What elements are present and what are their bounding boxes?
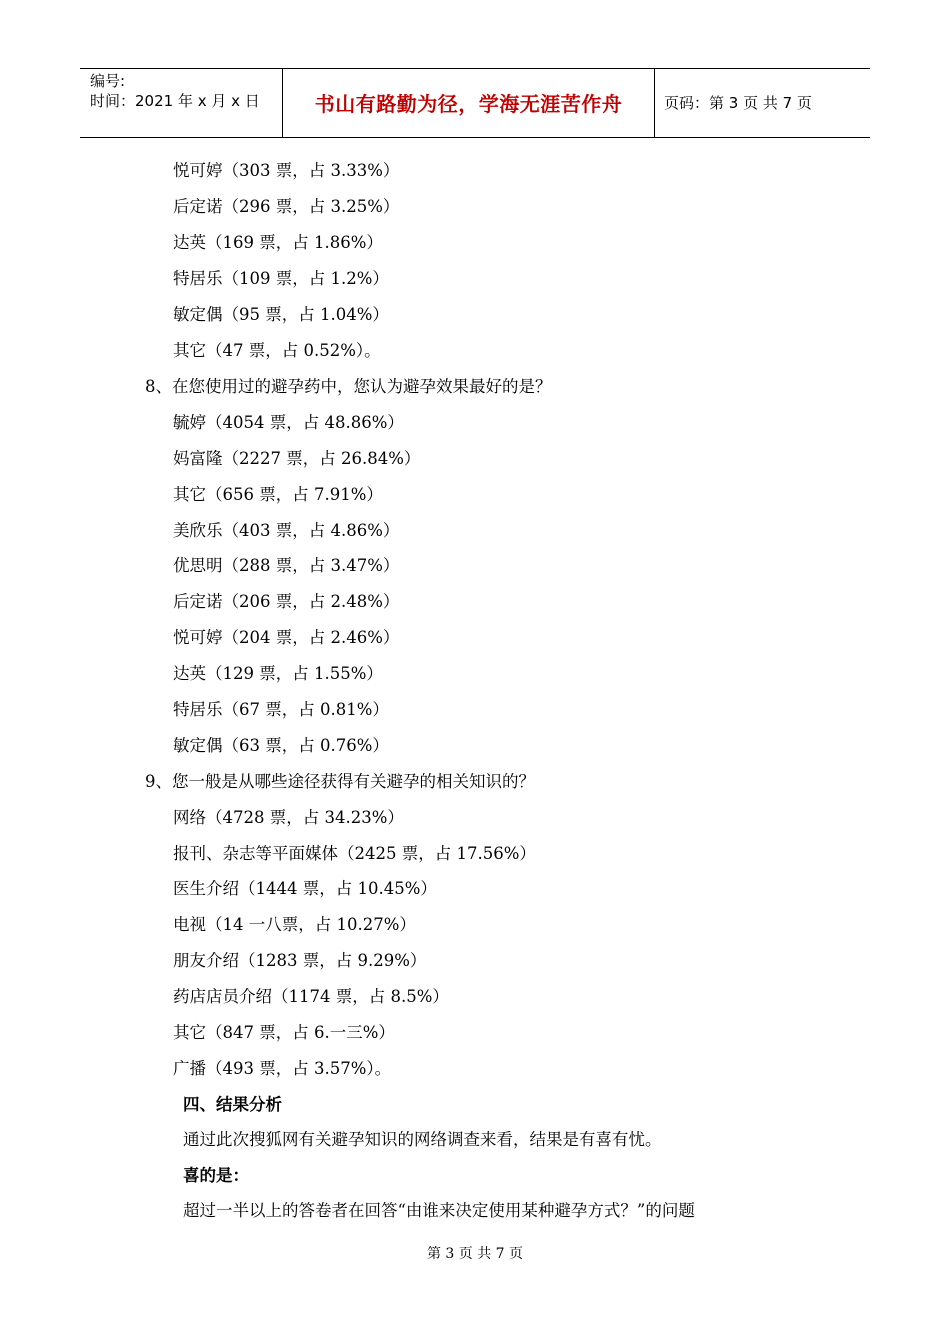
- list-item: 其它（847 票，占 6.一三%）: [173, 1023, 395, 1042]
- list-item: 妈富隆（2227 票，占 26.84%）: [173, 449, 421, 468]
- list-item: 其它（656 票，占 7.91%）: [173, 485, 383, 504]
- list-item: 敏定偶（63 票，占 0.76%）: [173, 736, 389, 755]
- time-label: 时间：2021 年 x 月 x 日: [90, 92, 260, 110]
- list-item: 悦可婷（204 票，占 2.46%）: [173, 628, 400, 647]
- page-footer: 第 3 页 共 7 页: [426, 1246, 524, 1262]
- header-divider: [654, 69, 655, 137]
- list-item: 达英（169 票，占 1.86%）: [173, 233, 383, 252]
- subheading: 喜的是：: [183, 1166, 249, 1185]
- motto: 书山有路勤为径，学海无涯苦作舟: [314, 92, 623, 116]
- paragraph: 通过此次搜狐网有关避孕知识的网络调查来看，结果是有喜有忧。: [183, 1130, 662, 1149]
- page-header: [80, 68, 870, 138]
- list-item: 广播（493 票，占 3.57%）。: [173, 1059, 392, 1078]
- list-item: 达英（129 票，占 1.55%）: [173, 664, 383, 683]
- question-8: 8、在您使用过的避孕药中，您认为避孕效果最好的是？: [145, 377, 552, 396]
- list-item: 电视（14 一八票，占 10.27%）: [173, 915, 416, 934]
- section-heading: 四、结果分析: [183, 1095, 282, 1114]
- page-code: 页码：第 3 页 共 7 页: [664, 94, 812, 112]
- list-item: 敏定偶（95 票，占 1.04%）: [173, 305, 389, 324]
- list-item: 药店店员介绍（1174 票，占 8.5%）: [173, 987, 449, 1006]
- list-item: 网络（4728 票，占 34.23%）: [173, 808, 404, 827]
- paragraph: 超过一半以上的答卷者在回答“由谁来决定使用某种避孕方式？”的问题: [183, 1201, 695, 1220]
- list-item: 优思明（288 票，占 3.47%）: [173, 556, 400, 575]
- header-meta: [90, 71, 260, 111]
- list-item: 朋友介绍（1283 票，占 9.29%）: [173, 951, 427, 970]
- list-item: 美欣乐（403 票，占 4.86%）: [173, 521, 400, 540]
- list-item: 毓婷（4054 票，占 48.86%）: [173, 413, 404, 432]
- number-label: 编号:: [90, 72, 126, 90]
- list-item: 悦可婷（303 票，占 3.33%）: [173, 161, 400, 180]
- list-item: 特居乐（67 票，占 0.81%）: [173, 700, 389, 719]
- list-item: 其它（47 票，占 0.52%）。: [173, 341, 381, 360]
- list-item: 特居乐（109 票，占 1.2%）: [173, 269, 389, 288]
- list-item: 医生介绍（1444 票，占 10.45%）: [173, 879, 437, 898]
- question-9: 9、您一般是从哪些途径获得有关避孕的相关知识的？: [145, 772, 535, 791]
- list-item: 后定诺（206 票，占 2.48%）: [173, 592, 400, 611]
- list-item: 后定诺（296 票，占 3.25%）: [173, 197, 400, 216]
- list-item: 报刊、杂志等平面媒体（2425 票，占 17.56%）: [173, 844, 536, 863]
